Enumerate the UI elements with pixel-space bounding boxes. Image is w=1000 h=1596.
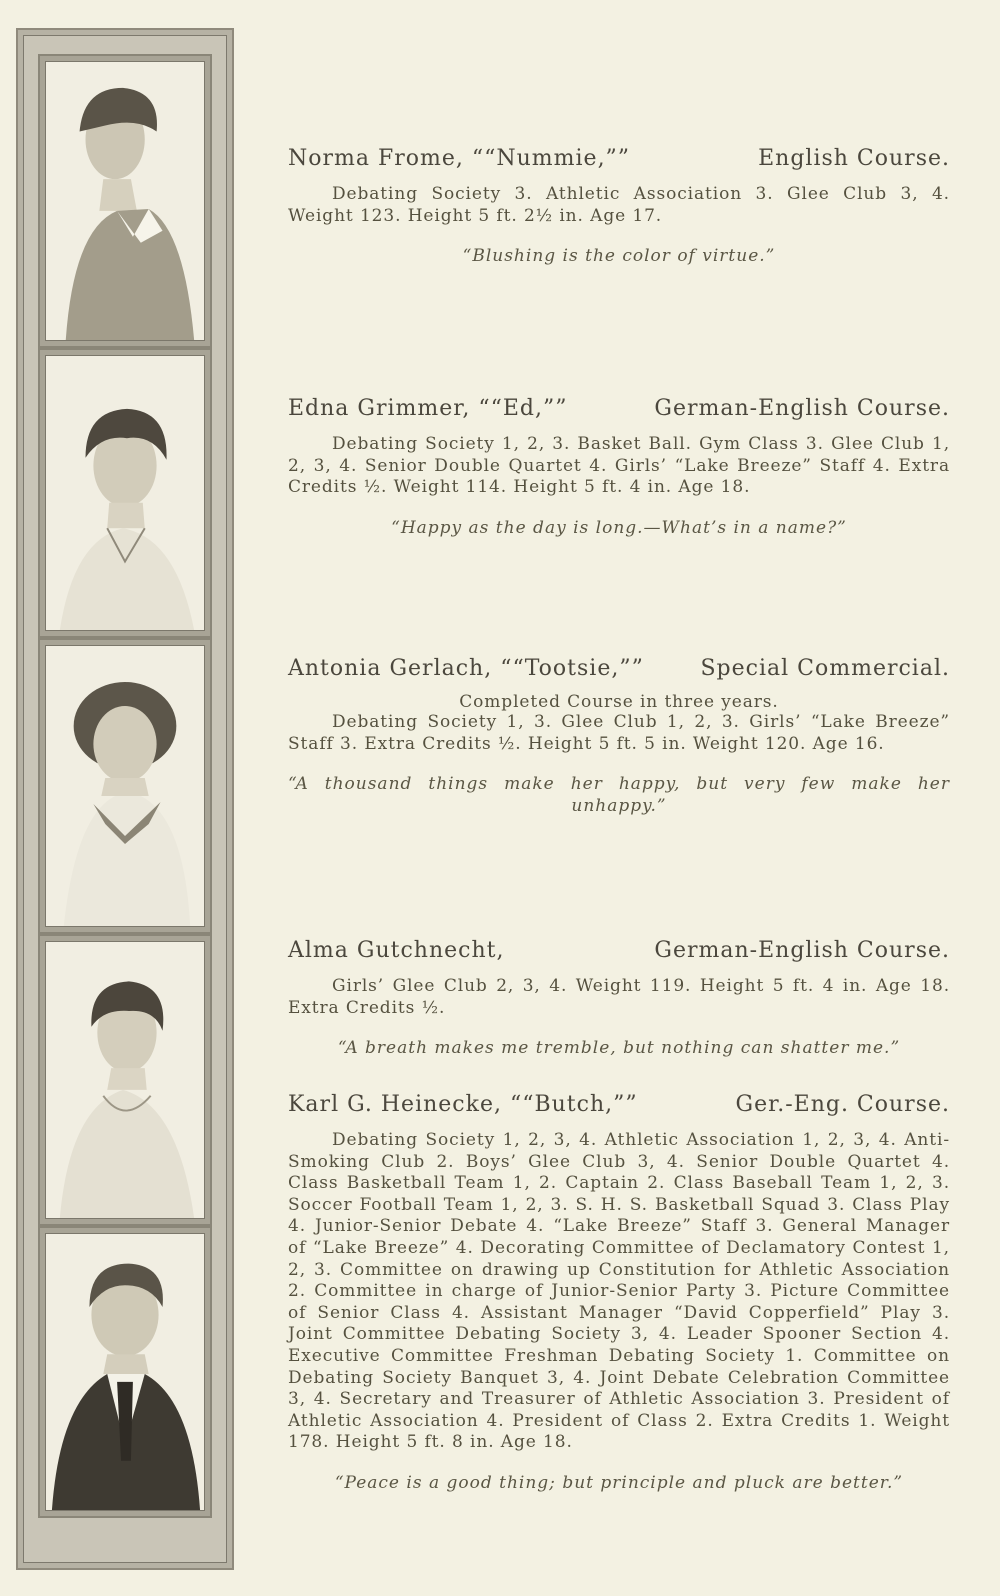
entry-alma-gutchnecht (288, 938, 950, 1059)
course-note: Completed Course in three years. (459, 692, 779, 712)
portrait-norma-frome-drawing (46, 62, 204, 340)
student-quote: “Blushing is the color of virtue.” (462, 246, 776, 267)
student-details: Girls’ Glee Club 2, 3, 4. Weight 119. Height 5 ft. 4 in. Age 18. Extra Credits ½. (288, 976, 950, 1018)
entry-header (288, 656, 950, 690)
portrait-karl-heinecke (45, 1233, 205, 1511)
entry-header (288, 396, 950, 430)
entry-karl-heinecke (288, 1092, 950, 1494)
portrait-edna-grimmer (45, 355, 205, 631)
student-details: Debating Society 1, 2, 3. Basket Ball. Gym Class 3. Glee Club 1, 2, 3, 4. Senior Double Quartet 4. Girls’ “Lake Breeze” Staff 4. Extra Credits ½. Weight 114. Height 5 ft. 4 in. Age 18. (288, 434, 950, 498)
student-name: Antonia Gerlach, ““Tootsie,”” (288, 656, 644, 681)
photo-column-inner (23, 35, 227, 1563)
photo-frame-norma-frome (38, 54, 212, 348)
student-name: Karl G. Heinecke, ““Butch,”” (288, 1092, 638, 1117)
portrait-antonia-gerlach (45, 645, 205, 927)
entry-header (288, 938, 950, 972)
entry-header (288, 1092, 950, 1126)
student-details: Debating Society 3. Athletic Association 3. Glee Club 3, 4. Weight 123. Height 5 ft. 2½ in. Age 17. (288, 184, 950, 226)
photo-column (16, 28, 234, 1570)
entry-edna-grimmer (288, 396, 950, 539)
entry-norma-frome (288, 146, 950, 267)
entry-header (288, 146, 950, 180)
student-name: Alma Gutchnecht, (288, 938, 505, 963)
student-quote: “Peace is a good thing; but principle and pluck are better.” (334, 1472, 904, 1493)
student-details: Debating Society 1, 2, 3, 4. Athletic Association 1, 2, 3, 4. Anti-Smoking Club 2. Boys’ Glee Club 3, 4. Senior Double Quartet 4. Class Basketball Team 1, 2. Captain 2. Class Baseball Team 1, 2, 3. Soccer Football Team 1, 2, 3. S. H. S. Basketball Squad 3. Class Play 4. Junior-Senior Debate 4. “Lake Breeze” Staff 3. General Manager of “Lake Breeze” 4. Decorating Committee of Declamatory Contest 1, 2, 3. Committee on drawing up Constitution for Athletic Association 2. Committee in charge of Junior-Senior Party 3. Picture Committee of Senior Class 4. Assistant Manager “David Copperfield” Play 3. Joint Committee Debating Society 3, 4. Leader Spooner Section 4. Executive Committee Freshman Debating Society 1. Committee on Debating Society Banquet 3, 4. Joint Debate Celebration Committee 3, 4. Secretary and Treasurer of Athletic Association 3. President of Athletic Association 4. President of Class 2. Extra Credits 1. Weight 178. Height 5 ft. 8 in. Age 18. (288, 1130, 950, 1453)
student-quote: “Happy as the day is long.—What’s in a name?” (391, 517, 847, 538)
course-name: German-English Course. (654, 396, 950, 421)
portrait-alma-gutchnecht-drawing (46, 942, 204, 1218)
photo-frame-alma-gutchnecht (38, 934, 212, 1226)
course-name: Ger.-Eng. Course. (735, 1092, 950, 1117)
course-name: German-English Course. (654, 938, 950, 963)
portrait-edna-grimmer-drawing (46, 356, 204, 630)
student-quote: “A breath makes me tremble, but nothing can shatter me.” (337, 1038, 901, 1059)
course-name: English Course. (758, 146, 950, 171)
photo-frame-karl-heinecke (38, 1226, 212, 1518)
student-quote: “A thousand things make her happy, but very few make her unhappy.” (288, 774, 950, 817)
student-name: Edna Grimmer, ““Ed,”” (288, 396, 568, 421)
portrait-norma-frome (45, 61, 205, 341)
course-name: Special Commercial. (700, 656, 950, 681)
entry-antonia-gerlach (288, 656, 950, 817)
photo-frame-edna-grimmer (38, 348, 212, 638)
portrait-karl-heinecke-drawing (46, 1234, 204, 1510)
student-name: Norma Frome, ““Nummie,”” (288, 146, 631, 171)
portrait-antonia-gerlach-drawing (46, 646, 204, 926)
student-details: Debating Society 1, 3. Glee Club 1, 2, 3. Girls’ “Lake Breeze” Staff 3. Extra Credits ½. Height 5 ft. 5 in. Weight 120. Age 16. (288, 712, 950, 754)
photo-frame-antonia-gerlach (38, 638, 212, 934)
portrait-alma-gutchnecht (45, 941, 205, 1219)
